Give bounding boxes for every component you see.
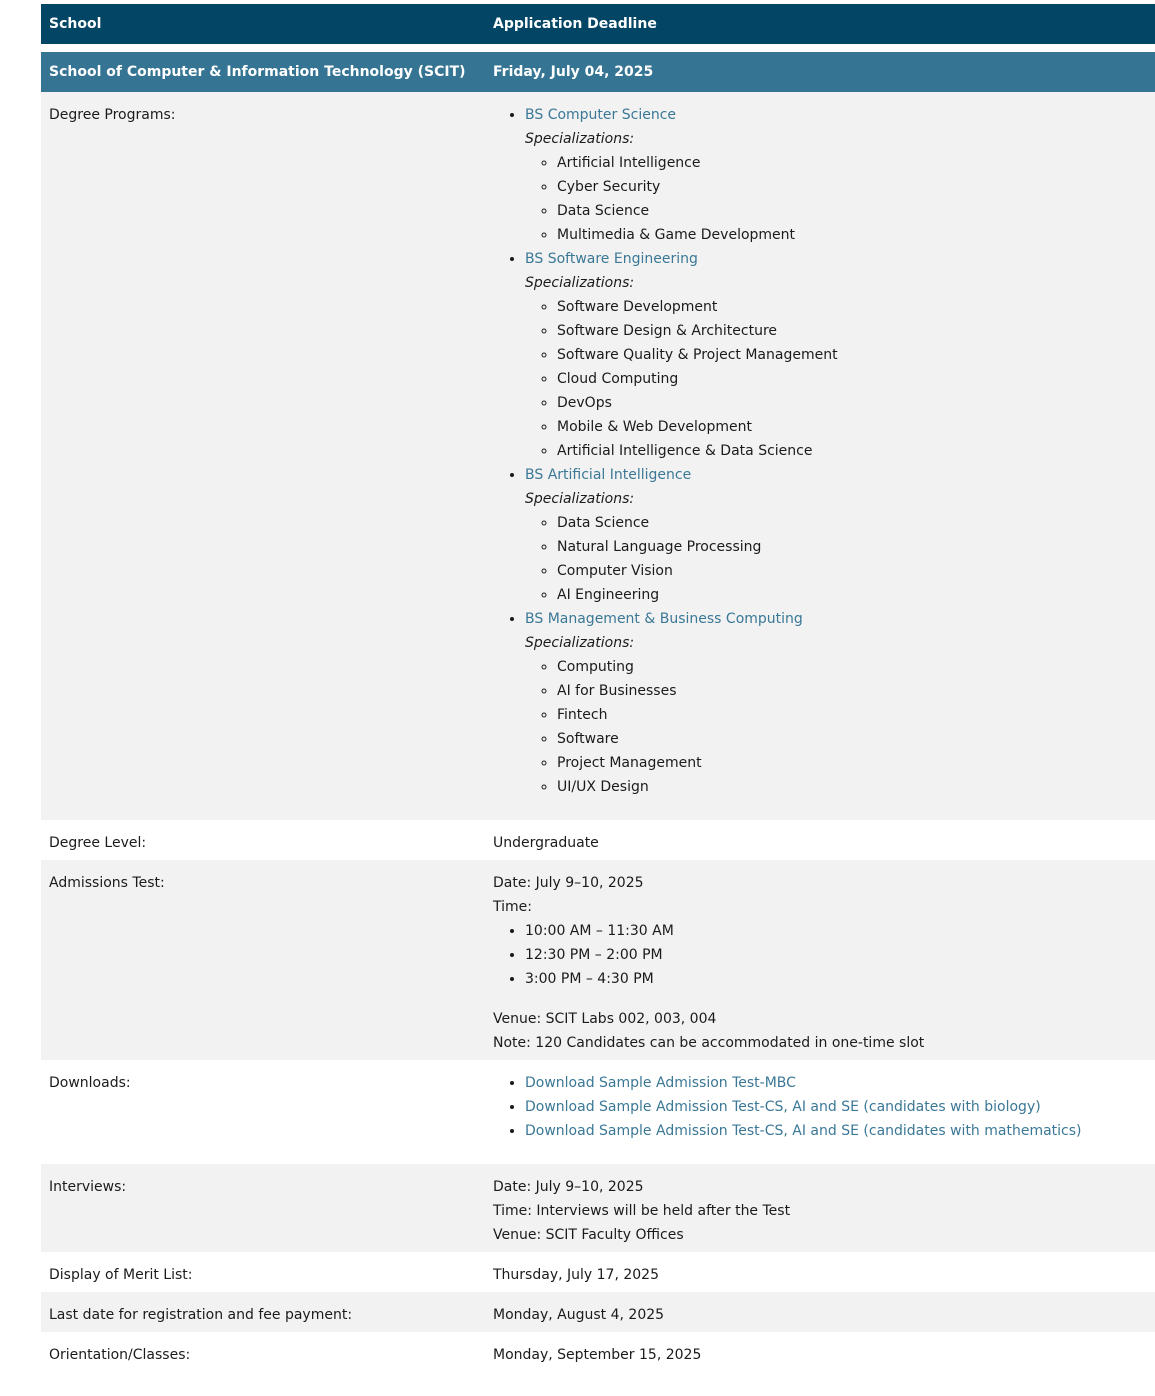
download-link-3[interactable]: Download Sample Admission Test-CS, AI and SE (candidates with mathematics) — [525, 1123, 1082, 1139]
specialization-item: ◦ UI/UX Design — [557, 775, 1155, 799]
degree-level-value: Undergraduate — [493, 835, 599, 851]
specialization-item: ◦ Computer Vision — [557, 559, 1155, 583]
program-item — [525, 463, 1155, 607]
specializations-label: Specializations: — [525, 275, 635, 291]
downloads-list — [493, 1071, 1155, 1143]
specialization-item: ◦ AI Engineering — [557, 583, 1155, 607]
school-deadline: Friday, July 04, 2025 — [493, 64, 654, 80]
admissions-table — [41, 4, 1155, 1372]
school-row — [41, 52, 1155, 92]
merit-list-label: Display of Merit List: — [49, 1267, 193, 1283]
admissions-test-cell — [493, 871, 1155, 1060]
specializations-list — [525, 151, 1155, 247]
specializations-label: Specializations: — [525, 635, 635, 651]
header-school: School — [49, 16, 102, 32]
merit-list-row — [41, 1252, 1155, 1292]
specialization-item: ◦ Mobile & Web Development — [557, 415, 1155, 439]
specialization-item: ◦ Cyber Security — [557, 175, 1155, 199]
test-slot-item: • 10:00 AM – 11:30 AM — [525, 919, 1155, 943]
registration-row — [41, 1292, 1155, 1332]
specializations-label: Specializations: — [525, 491, 635, 507]
interviews-row — [41, 1164, 1155, 1252]
specialization-item: ◦ Cloud Computing — [557, 367, 1155, 391]
test-date: Date: July 9–10, 2025 — [493, 875, 644, 891]
specialization-item: ◦ Project Management — [557, 751, 1155, 775]
table-header — [41, 4, 1155, 44]
admissions-test-label: Admissions Test: — [49, 875, 165, 891]
specialization-item: ◦ Artificial Intelligence — [557, 151, 1155, 175]
download-link-1[interactable]: Download Sample Admission Test-MBC — [525, 1075, 796, 1091]
test-slot-item: • 12:30 PM – 2:00 PM — [525, 943, 1155, 967]
test-time-label: Time: — [493, 899, 532, 915]
test-venue: Venue: SCIT Labs 002, 003, 004 — [493, 1011, 717, 1027]
specialization-item: ◦ Software — [557, 727, 1155, 751]
program-link-bs-management-business-computing[interactable]: • BS Management & Business Computing — [525, 611, 803, 627]
downloads-cell — [493, 1071, 1155, 1164]
merit-list-value: Thursday, July 17, 2025 — [493, 1267, 659, 1283]
degree-programs-label: Degree Programs: — [49, 107, 176, 123]
program-link-bs-artificial-intelligence[interactable]: • BS Artificial Intelligence — [525, 467, 692, 483]
test-note: Note: 120 Candidates can be accommodated in one-time slot — [493, 1035, 925, 1051]
specializations-list — [525, 295, 1155, 463]
degree-level-row — [41, 820, 1155, 860]
interview-date: Date: July 9–10, 2025 — [493, 1179, 644, 1195]
specialization-item: ◦ Software Development — [557, 295, 1155, 319]
download-item — [525, 1071, 1155, 1095]
degree-programs-cell — [493, 103, 1155, 820]
program-item — [525, 103, 1155, 247]
header-deadline: Application Deadline — [493, 16, 657, 32]
interviews-cell — [493, 1175, 1155, 1252]
specialization-item: ◦ Natural Language Processing — [557, 535, 1155, 559]
specialization-item: ◦ Multimedia & Game Development — [557, 223, 1155, 247]
programs-list — [493, 103, 1155, 799]
specialization-item: ◦ Data Science — [557, 511, 1155, 535]
orientation-value: Monday, September 15, 2025 — [493, 1347, 702, 1363]
registration-value: Monday, August 4, 2025 — [493, 1307, 665, 1323]
degree-level-label: Degree Level: — [49, 835, 147, 851]
specializations-list — [525, 655, 1155, 799]
specializations-list — [525, 511, 1155, 607]
interviews-label: Interviews: — [49, 1179, 127, 1195]
downloads-row — [41, 1060, 1155, 1164]
program-link-bs-software-engineering[interactable]: • BS Software Engineering — [525, 251, 698, 267]
admissions-test-row — [41, 860, 1155, 1060]
orientation-label: Orientation/Classes: — [49, 1347, 191, 1363]
specialization-item: ◦ Artificial Intelligence & Data Science — [557, 439, 1155, 463]
specialization-item: ◦ Data Science — [557, 199, 1155, 223]
program-item — [525, 607, 1155, 799]
interview-venue: Venue: SCIT Faculty Offices — [493, 1227, 684, 1243]
specialization-item: ◦ Computing — [557, 655, 1155, 679]
degree-programs-row — [41, 92, 1155, 820]
program-link-bs-computer-science[interactable]: • BS Computer Science — [525, 107, 677, 123]
specialization-item: ◦ Software Quality & Project Management — [557, 343, 1155, 367]
program-item — [525, 247, 1155, 463]
school-name: School of Computer & Information Technology (SCIT) — [49, 64, 466, 80]
downloads-label: Downloads: — [49, 1075, 131, 1091]
download-item — [525, 1095, 1155, 1119]
registration-label: Last date for registration and fee payment: — [49, 1307, 353, 1323]
download-item — [525, 1119, 1155, 1143]
specialization-item: ◦ AI for Businesses — [557, 679, 1155, 703]
test-slot-item: • 3:00 PM – 4:30 PM — [525, 967, 1155, 991]
download-link-2[interactable]: Download Sample Admission Test-CS, AI and SE (candidates with biology) — [525, 1099, 1041, 1115]
specialization-item: ◦ Software Design & Architecture — [557, 319, 1155, 343]
specializations-label: Specializations: — [525, 131, 635, 147]
test-slots-list — [493, 919, 1155, 991]
orientation-row — [41, 1332, 1155, 1372]
specialization-item: ◦ DevOps — [557, 391, 1155, 415]
interview-time: Time: Interviews will be held after the Test — [493, 1203, 791, 1219]
specialization-item: ◦ Fintech — [557, 703, 1155, 727]
